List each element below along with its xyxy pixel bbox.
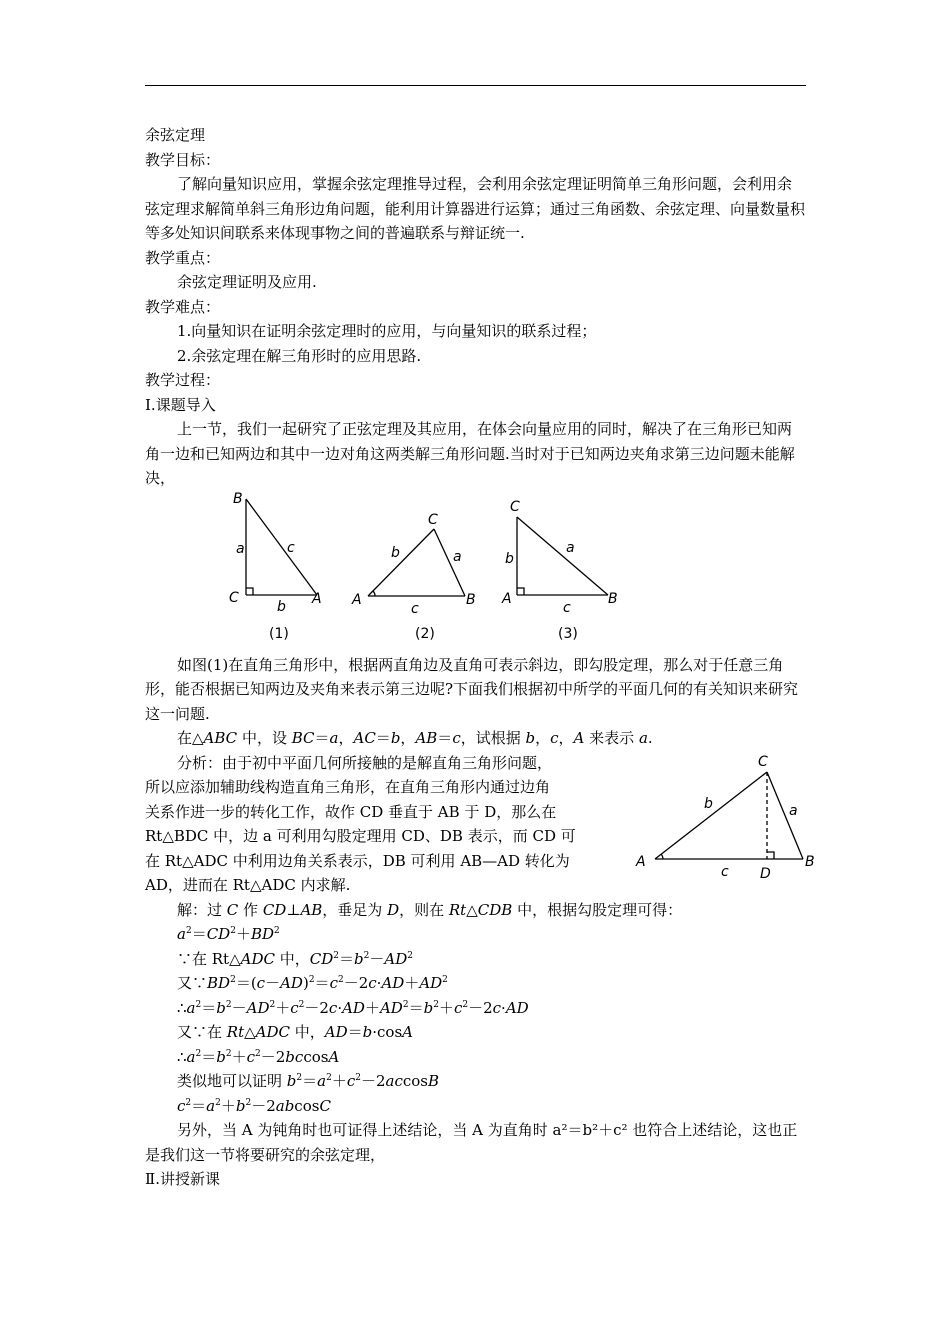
solution-lead: 解：过 C 作 CD⊥AB，垂足为 D，则在 Rt△CDB 中，根据勾股定理可得： bbox=[177, 900, 683, 919]
eq-5: 又∵在 Rt△ADC 中，AD＝b·cosA bbox=[177, 1023, 414, 1041]
eq-1: $a^2=CD^2+BD^2$ bbox=[177, 925, 280, 943]
figure-4 bbox=[630, 749, 820, 889]
fig2-caption: (2) bbox=[415, 625, 435, 642]
eq-6: $\therefore a^2=b^2+c^2-2bccosA$ bbox=[177, 1047, 340, 1066]
fig3-side-c: c bbox=[563, 599, 571, 616]
fig2-side-a: a bbox=[453, 548, 462, 565]
fig3-caption: (3) bbox=[558, 625, 578, 642]
analysis-line-3: Rt△BDC 中，边 a 可利用勾股定理用 CD、DB 表示，而 CD 可 bbox=[145, 827, 576, 845]
fig4-vertex-A: A bbox=[636, 853, 646, 870]
conclusion: 另外，当 A 为钝角时也可证得上述结论，当 A 为直角时 a²＝b²＋c² 也符合上述结论，这也正是我们这一节将要研究的余弦定理， bbox=[145, 1121, 798, 1164]
para-fig1: 如图(1)在直角三角形中，根据两直角边及直角可表示斜边，即勾股定理，那么对于任意三角形，能否根据已知两边及夹角来表示第三边呢?下面我们根据初中所学的平面几何的有关知识来研究这一问题. bbox=[145, 655, 799, 723]
fig1-vertex-A: A bbox=[312, 590, 322, 607]
analysis-line-1: 所以应添加辅助线构造直角三角形，在直角三角形内通过边角 bbox=[145, 778, 551, 796]
key-points-heading: 教学重点： bbox=[145, 248, 221, 267]
fig2-vertex-C: C bbox=[428, 511, 438, 528]
fig3-side-b: b bbox=[505, 550, 514, 567]
fig1-caption: (1) bbox=[269, 625, 289, 642]
fig4-vertex-B: B bbox=[805, 853, 815, 870]
difficulties-heading: 教学难点： bbox=[145, 297, 221, 316]
triangle-figures bbox=[145, 491, 806, 653]
fig2-side-c: c bbox=[411, 600, 419, 617]
analysis-line-4: 在 Rt△ADC 中利用边角关系表示，DB 可利用 AB—AD 转化为 bbox=[145, 851, 570, 870]
fig4-vertex-D: D bbox=[760, 865, 771, 882]
section2-heading: Ⅱ.讲授新课 bbox=[145, 1170, 220, 1188]
doc-title: 余弦定理 bbox=[145, 126, 206, 144]
analysis-line-5: AD，进而在 Rt△ADC 内求解. bbox=[145, 876, 351, 894]
section1-heading: Ⅰ.课题导入 bbox=[145, 395, 216, 414]
objectives-text: 了解向量知识应用，掌握余弦定理推导过程，会利用余弦定理证明简单三角形问题，会利用余弦定理求解简单斜三角形边角问题，能利用计算器进行运算；通过三角函数、余弦定理、向量数量积等多处知识间联系来体现事物之间的普遍联系与辩证统一. bbox=[145, 175, 806, 242]
fig2-side-b: b bbox=[391, 544, 400, 561]
eq-7: 类似地可以证明 $b^2=a^2+c^2-2accosB$ bbox=[177, 1072, 440, 1090]
fig4-side-a: a bbox=[789, 802, 798, 819]
figure-1 bbox=[246, 499, 317, 595]
fig4-side-b: b bbox=[704, 795, 713, 812]
fig3-vertex-C: C bbox=[510, 498, 520, 515]
analysis-block bbox=[145, 751, 815, 898]
eq-4: $\therefore a^2=b^2-AD^2+c^2-2c\cdot AD+AD^2=b^2+c^2-2c\cdot AD$ bbox=[177, 998, 529, 1017]
difficulty-item-1: 1.向量知识在证明余弦定理时的应用，与向量知识的联系过程； bbox=[177, 322, 597, 340]
setup-line: 在△ABC 中，设 BC＝a，AC＝b，AB＝c，试根据 b，c，A 来表示 a. bbox=[177, 729, 653, 747]
eq-8: $c^2=a^2+b^2-2abcosC$ bbox=[177, 1096, 331, 1115]
fig4-vertex-C: C bbox=[758, 753, 768, 770]
figure-2 bbox=[368, 529, 465, 596]
fig3-vertex-A: A bbox=[502, 590, 512, 607]
header-rule bbox=[145, 85, 806, 86]
analysis-line-2: 关系作进一步的转化工作，故作 CD 垂直于 AB 于 D，那么在 bbox=[145, 802, 557, 821]
fig1-vertex-C: C bbox=[229, 589, 239, 606]
document-body bbox=[145, 123, 815, 1192]
fig2-vertex-A: A bbox=[352, 591, 362, 608]
fig3-side-a: a bbox=[566, 539, 575, 556]
difficulty-item-2: 2.余弦定理在解三角形时的应用思路. bbox=[177, 346, 422, 365]
figure-3 bbox=[517, 517, 608, 595]
fig3-vertex-B: B bbox=[608, 590, 618, 607]
objectives-heading: 教学目标： bbox=[145, 150, 221, 169]
fig1-side-a: a bbox=[236, 540, 245, 557]
triangle-figures-svg bbox=[145, 491, 806, 653]
fig1-side-b: b bbox=[277, 598, 286, 615]
fig1-vertex-B: B bbox=[233, 490, 243, 507]
key-points-text: 余弦定理证明及应用. bbox=[177, 273, 317, 291]
section1-intro: 上一节，我们一起研究了正弦定理及其应用，在体会向量应用的同时，解决了在三角形已知两角一边和已知两边和其中一边对角这两类解三角形问题.当时对于已知两边夹角求第三边问题未能解决， bbox=[145, 420, 795, 487]
fig1-side-c: c bbox=[287, 539, 295, 556]
analysis-lead: 分析：由于初中平面几何所接触的是解直角三角形问题， bbox=[177, 753, 553, 772]
process-heading: 教学过程： bbox=[145, 371, 221, 389]
eq-3: 又$\because BD^2=(c-AD)^2=c^2-2c\cdot AD+AD^2$ bbox=[177, 974, 448, 992]
fig2-vertex-B: B bbox=[466, 591, 476, 608]
eq-2: ∵在 Rt△ADC 中，$CD^2=b^2-AD^2$ bbox=[177, 949, 413, 968]
fig4-side-c: c bbox=[721, 863, 729, 880]
